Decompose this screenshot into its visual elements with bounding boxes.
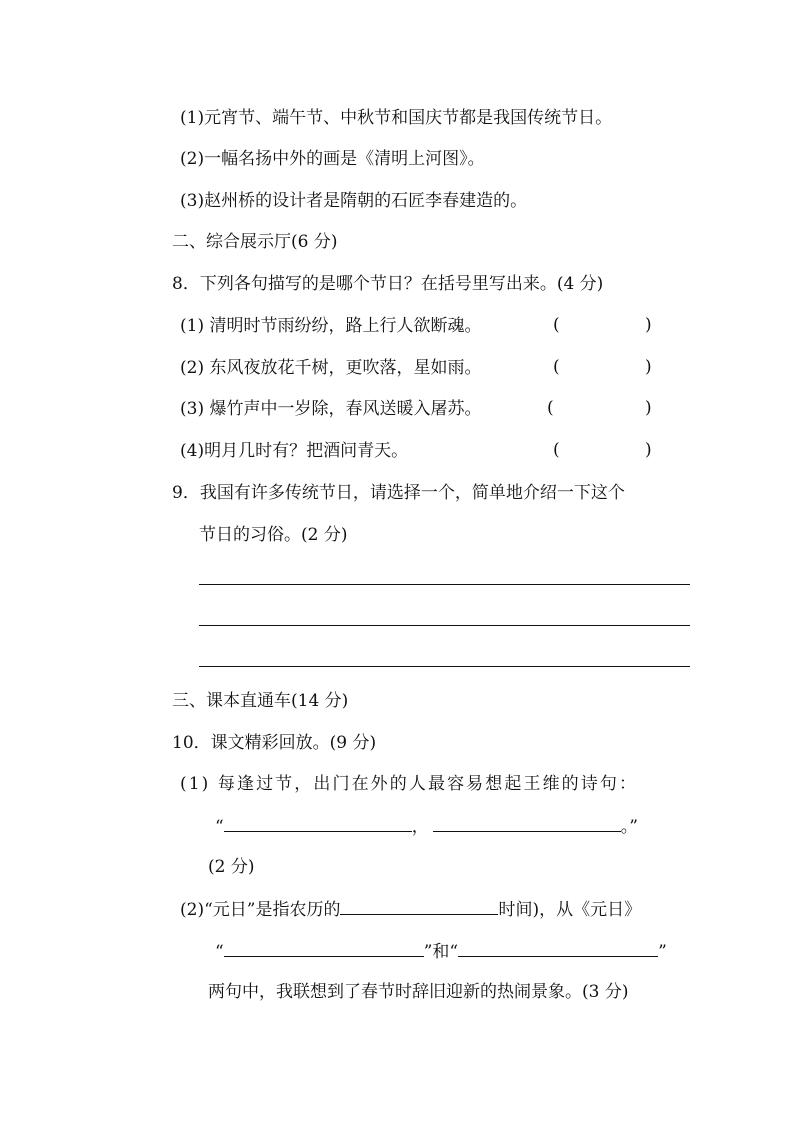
answer-paren-close: ) [645,357,652,377]
fill-blank [340,898,498,915]
q8-item-3: (3) 爆竹声中一岁除，春风送暖入屠苏。 [180,399,482,419]
q8-item-1: (1) 清明时节雨纷纷，路上行人欲断魂。 [180,316,482,336]
answer-paren-open: ( [553,440,560,460]
fill-blank [433,815,621,832]
answer-paren-open: ( [553,315,560,335]
period-quote: 。” [620,817,638,837]
q10-1-score: (2 分) [208,857,255,877]
statement-2: (2)一幅名扬中外的画是《清明上河图》。 [180,149,485,169]
q8-item-4: (4)明月几时有？把酒问青天。 [180,441,409,461]
q10-2-prompt-cont: 时间)，从《元日》 [498,900,642,920]
quote-close: ” [658,942,667,962]
quote-close-and: ”和“ [423,942,459,962]
q8-item-2: (2) 东风夜放花千树，更吹落，星如雨。 [180,358,482,378]
question-10: 10．课文精彩回放。(9 分) [172,733,377,753]
q10-2-prompt: (2)“元日”是指农历的 [180,900,341,920]
quote-open: “ [215,942,224,962]
statement-3: (3)赵州桥的设计者是隋朝的石匠李春建造的。 [180,191,528,211]
q10-1-fill-line [215,815,638,838]
answer-paren-open: ( [553,357,560,377]
question-9-line-2: 节日的习俗。(2 分) [199,525,348,545]
q10-2-line-1 [180,898,641,921]
statement-1: (1)元宵节、端午节、中秋节和国庆节都是我国传统节日。 [180,108,613,128]
answer-line [199,666,690,667]
answer-paren-close: ) [645,398,652,418]
quote-open: “ [215,817,224,837]
answer-paren-open: ( [547,398,554,418]
comma: ， [411,817,429,837]
section-3-title: 三、课本直通车(14 分) [172,691,349,711]
fill-blank [458,940,658,957]
fill-blank [224,815,412,832]
q10-2-line-3: 两句中，我联想到了春节时辞旧迎新的热闹景象。(3 分) [208,982,629,1002]
q10-1-prompt: (1) 每逢过节，出门在外的人最容易想起王维的诗句： [180,774,639,794]
answer-line [199,584,690,585]
question-9-line-1: 9．我国有许多传统节日，请选择一个，简单地介绍一下这个 [172,483,625,503]
answer-paren-close: ) [645,440,652,460]
section-2-title: 二、综合展示厅(6 分) [172,232,338,252]
q10-2-line-2 [215,940,667,963]
question-8: 8．下列各句描写的是哪个节日？在括号里写出来。(4 分) [172,274,604,294]
answer-line [199,625,690,626]
answer-paren-close: ) [645,315,652,335]
fill-blank [224,940,424,957]
